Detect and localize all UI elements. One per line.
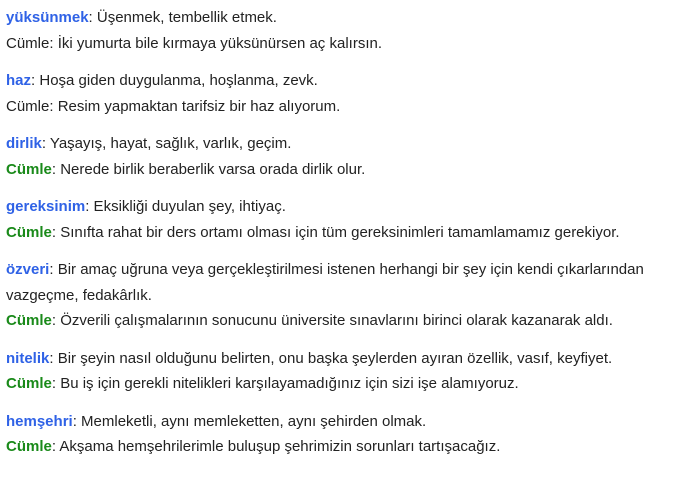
sentence-line [6,308,681,334]
sentence-text: İki yumurta bile kırmaya yüksünürsen aç kalırsın. [57,34,382,52]
definition-text: Bir şeyin nasıl olduğunu belirten, onu başka şeylerden ayıran özellik, vasıf, keyfiyet. [53,349,613,367]
glossary-entry [6,194,681,245]
term: hemşehri [6,412,73,430]
sentence-text: Nerede birlik beraberlik varsa orada dirlik olur. [60,160,366,178]
term-separator: : [49,261,54,278]
definition-line [6,409,681,435]
sentence-text: Akşama hemşehrilerimle buluşup şehrimizin sorunları tartışacağız. [59,438,501,455]
sentence-text: Bu iş için gerekli nitelikleri karşılayamadığınız için sizi işe alamıyoruz. [60,375,519,392]
sentence-label: Cümle [6,375,52,392]
term: gereksinim [6,198,86,215]
term-separator: : [41,135,47,152]
definition-text: Eksikliği duyulan şey, ihtiyaç. [89,198,286,215]
term: nitelik [6,349,50,367]
glossary-entry [6,68,681,119]
sentence-line [6,371,681,397]
definition-line [6,194,681,220]
term: dirlik [6,135,42,152]
definition-text: Memleketli, aynı memleketten, aynı şehirden olmak. [76,412,427,430]
sentence-line [6,157,681,183]
definition-text: Üşenmek, tembellik etmek. [92,9,277,26]
term-separator: : [31,72,36,89]
glossary-entry [6,131,681,182]
term-separator: : [72,412,77,430]
sentence-line [6,94,681,120]
term-separator: : [49,349,54,367]
sentence-text: Resim yapmaktan tarifsiz bir haz alıyorum. [57,97,341,115]
definition-text: Bir amaç uğruna veya gerçekleştirilmesi istenen herhangi bir şey için kendi çıkarlarından vazgeçme, fedakârlık. [6,261,644,304]
sentence-line [6,31,681,57]
term: haz [6,72,32,89]
glossary-entry [6,5,681,56]
definition-line [6,346,681,372]
definition-line [6,5,681,31]
sentence-line [6,220,681,246]
sentence-label: Cümle [6,223,52,241]
term-separator: : [88,9,93,26]
sentence-separator: : [49,34,58,52]
sentence-label: Cümle [6,97,50,115]
definition-line [6,131,681,157]
glossary-entry [6,409,681,460]
sentence-separator: : [51,438,60,455]
sentence-line [6,434,681,460]
glossary-entry [6,257,681,334]
sentence-text: Sınıfta rahat bir ders ortamı olması için tüm gereksinimleri tamamlamamız gerekiyor. [60,223,620,241]
definition-text: Hoşa giden duygulanma, hoşlanma, zevk. [35,72,318,89]
term: özveri [6,261,50,278]
glossary-entry [6,346,681,397]
sentence-separator: : [51,312,61,329]
term: yüksünmek [6,9,89,26]
sentence-label: Cümle [6,312,52,329]
sentence-label: Cümle [6,160,52,178]
sentence-separator: : [51,375,61,392]
sentence-text: Özverili çalışmalarının sonucunu üniversite sınavlarını birinci olarak kazanarak aldı. [60,312,613,329]
sentence-label: Cümle [6,438,52,455]
sentence-label: Cümle [6,34,50,52]
definition-line [6,257,681,308]
sentence-separator: : [51,160,61,178]
sentence-separator: : [51,223,61,241]
sentence-separator: : [49,97,58,115]
term-separator: : [85,198,90,215]
definition-line [6,68,681,94]
definition-text: Yaşayış, hayat, sağlık, varlık, geçim. [46,135,292,152]
